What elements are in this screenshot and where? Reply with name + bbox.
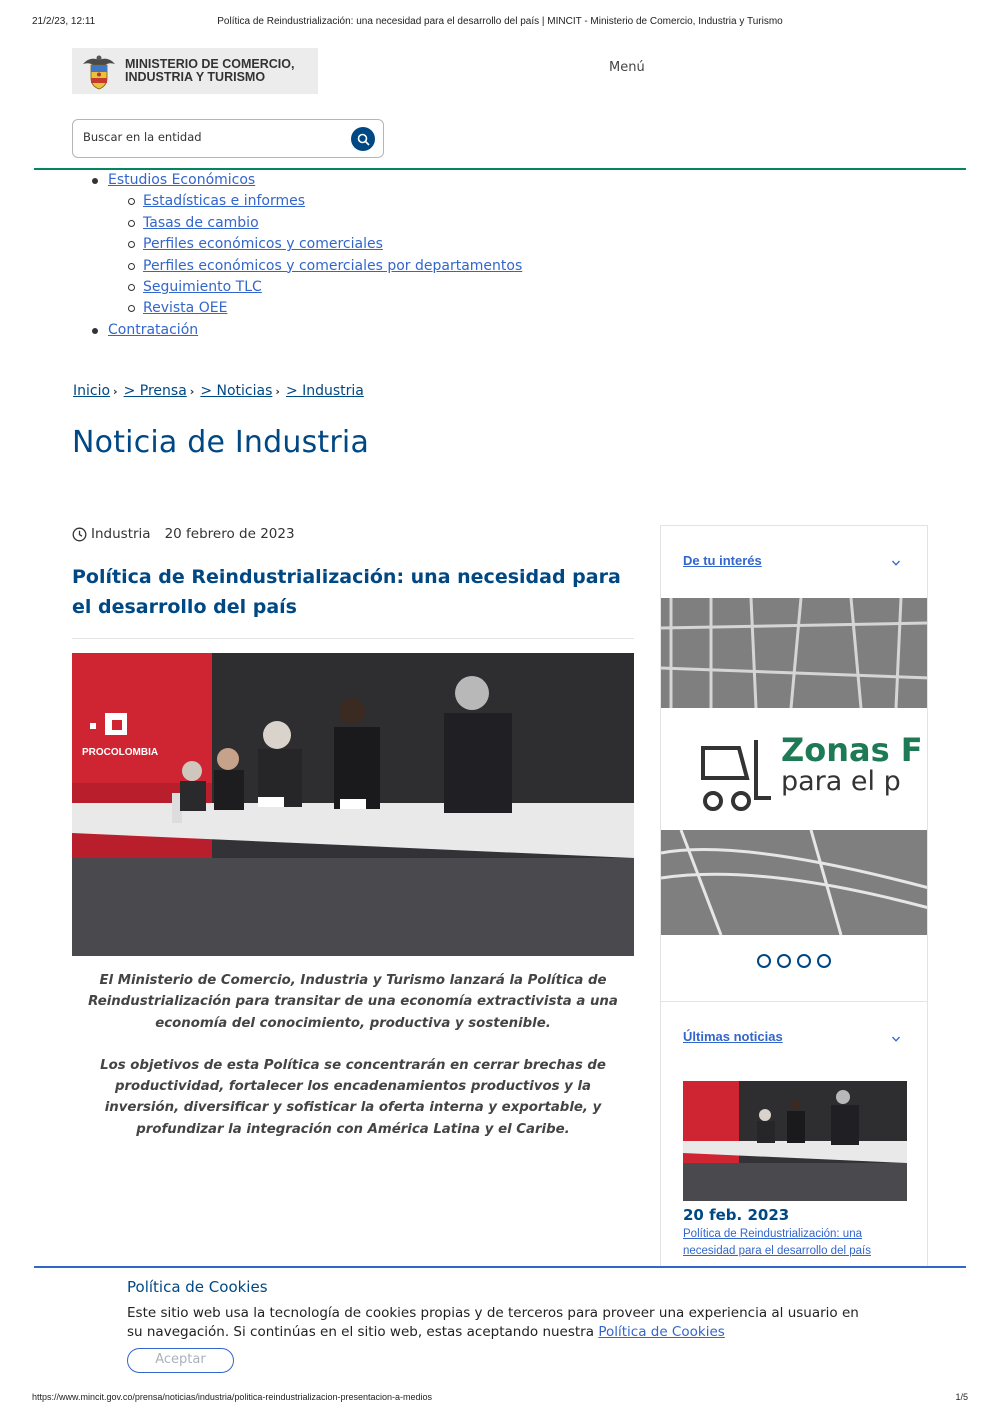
nav-item-contratacion [72,320,522,341]
print-title: Política de Reindustrialización: una necesidad para el desarrollo del país | MINCIT - Ministerio de Comercio, Industria y Turismo [217,16,783,27]
nav-subitem [72,234,522,255]
circle-bullet-icon [128,305,135,312]
breadcrumb-prensa[interactable]: > Prensa [123,383,187,399]
cookie-policy-link[interactable]: Política de Cookies [598,1323,725,1340]
search-box [72,119,384,158]
sidebar-divider [661,1001,927,1002]
nav-link-revista-oee[interactable]: Revista OEE [143,300,228,317]
breadcrumb-home[interactable]: Inicio [73,383,111,399]
logo-line-1: MINISTERIO DE COMERCIO, [125,57,295,71]
chevron-right-icon: › [275,384,280,398]
nav-item-estudios [72,170,522,191]
bullet-icon [92,328,98,334]
circle-bullet-icon [128,284,135,291]
nav-subitem [72,256,522,277]
accept-cookies-button[interactable]: Aceptar [127,1348,234,1373]
chevron-down-icon[interactable] [891,1034,901,1044]
article-meta [72,526,295,542]
print-footer [32,1392,968,1402]
banner-subline: para el p [781,766,901,797]
nav-subitem [72,191,522,212]
carousel-dot[interactable] [757,954,771,968]
nav-link-contratacion[interactable]: Contratación [108,321,199,338]
nav-link-tasas[interactable]: Tasas de cambio [143,214,259,231]
article-title: Política de Reindustrialización: una necesidad para el desarrollo del país [72,566,621,618]
nav-link-estudios[interactable]: Estudios Económicos [108,172,256,188]
nav-link-perfiles[interactable]: Perfiles económicos y comerciales [143,236,383,253]
logo-line-2: INDUSTRIA Y TURISMO [125,70,266,84]
page-title: Noticia de Industria [72,425,370,460]
search-icon [357,133,370,146]
sidebar-interest-title[interactable]: De tu interés [683,553,762,568]
news-thumbnail[interactable] [683,1081,907,1201]
carousel-dot[interactable] [817,954,831,968]
interest-banner[interactable] [661,598,928,935]
procolombia-sign: PROCOLOMBIA [82,747,159,758]
cookie-message: Este sitio web usa la tecnología de cookies propias y de terceros para proveer una experiencia al usuario en su navegación. Si continúas en el sitio web, estas aceptando nuestra [127,1305,859,1340]
article-date: 20 febrero de 2023 [164,526,295,542]
clock-icon [72,527,87,542]
cookie-text [127,1304,877,1341]
circle-bullet-icon [128,263,135,270]
print-url: https://www.mincit.gov.co/prensa/noticias/industria/politica-reindustrializacion-presentacion-a-medios [32,1392,433,1402]
nav-link-seguimiento-tlc[interactable]: Seguimiento TLC [143,279,262,296]
article-category: Industria [91,526,151,542]
chevron-down-icon[interactable] [891,558,901,568]
cookie-title: Política de Cookies [127,1278,268,1296]
print-datetime: 21/2/23, 12:11 [32,16,96,27]
sidebar [660,525,928,1270]
circle-bullet-icon [128,198,135,205]
chevron-right-icon: › [189,384,195,398]
nav-subitem [72,213,522,234]
article-divider [72,638,634,639]
news-date: 20 feb. 2023 [683,1206,790,1224]
bullet-icon [92,178,98,184]
news-link[interactable]: Política de Reindustrialización: una necesidad para el desarrollo del país [683,1228,871,1257]
cookie-banner [34,1266,966,1386]
article-summary [88,970,618,1140]
search-input[interactable] [83,130,343,144]
breadcrumb-noticias[interactable]: > Noticias [200,383,273,399]
search-button[interactable] [351,127,375,151]
print-page-number: 1/5 [955,1392,968,1402]
carousel-dots [757,954,831,968]
ministry-logo[interactable] [72,48,318,94]
nav-list [72,170,522,341]
carousel-dot[interactable] [797,954,811,968]
nav-link-estadisticas[interactable]: Estadísticas e informes [143,193,306,210]
circle-bullet-icon [128,220,135,227]
breadcrumb-industria[interactable]: > Industria [285,383,364,399]
breadcrumb [73,383,364,399]
sidebar-news-title[interactable]: Últimas noticias [683,1029,783,1044]
coat-of-arms-icon [78,50,120,92]
summary-paragraph-2: Los objetivos de esta Política se concentrarán en cerrar brechas de productividad, fortalecer los encadenamientos productivos y la inversión, diversificar y sofisticar la oferta interna y exportable, y profundizar la integración con América Latina y el Caribe. [100,1057,606,1137]
carousel-dot[interactable] [777,954,791,968]
summary-paragraph-1: El Ministerio de Comercio, Industria y Turismo lanzará la Política de Reindustrialización para transitar de una economía extractivista a una economía del conocimiento, productiva y sostenible. [88,973,618,1031]
banner-headline: Zonas F [781,731,923,769]
article-photo [72,653,634,956]
nav-link-perfiles-departamentos[interactable]: Perfiles económicos y comerciales por departamentos [143,257,523,274]
nav-subitem [72,277,522,298]
circle-bullet-icon [128,241,135,248]
chevron-right-icon: › [113,384,118,398]
menu-button[interactable]: Menú [609,60,645,75]
nav-subitem [72,298,522,319]
